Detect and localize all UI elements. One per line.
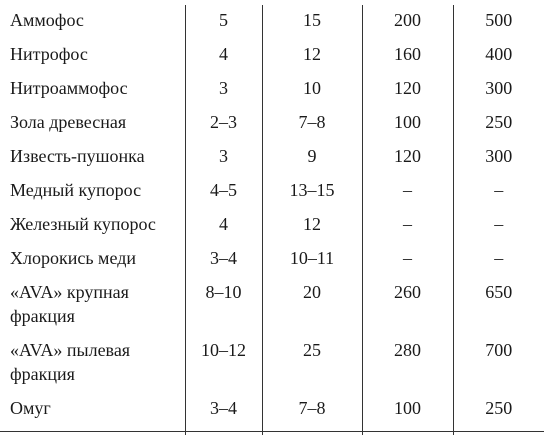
cell-value-1: 3–4 — [185, 393, 262, 435]
cell-value-3: – — [362, 209, 453, 243]
table-row — [0, 335, 544, 393]
cell-value-2: 7–8 — [262, 107, 362, 141]
cell-value-4: 250 — [485, 398, 513, 418]
cell-value-3: 100 — [362, 393, 453, 435]
cell-value-3: – — [362, 243, 453, 277]
table-row — [0, 393, 544, 435]
cell-value-3: 200 — [362, 5, 453, 39]
cell-value-2: 25 — [262, 335, 362, 393]
cell-value-2: 7–8 — [262, 393, 362, 435]
cell-value-3: 120 — [362, 141, 453, 175]
cell-value-2: 10–11 — [262, 243, 362, 277]
table-row — [0, 175, 544, 209]
cell-value-4: 300 — [485, 78, 513, 98]
table-bottom-rule — [0, 431, 544, 432]
row-name: Нитроаммофос — [0, 73, 185, 107]
cell-value-1: 4–5 — [185, 175, 262, 209]
cell-value-3: – — [362, 175, 453, 209]
row-name: Зола древесная — [0, 107, 185, 141]
row-name: Аммофос — [0, 5, 185, 39]
cell-value-4: 700 — [485, 340, 513, 360]
row-name: «AVA» пылевая фракция — [0, 335, 185, 393]
row-name: Медный купорос — [0, 175, 185, 209]
cell-value-2: 9 — [262, 141, 362, 175]
table-row — [0, 39, 544, 73]
table-row — [0, 209, 544, 243]
table-row — [0, 107, 544, 141]
cell-value-2: 20 — [262, 277, 362, 335]
table-row — [0, 277, 544, 335]
cell-value-4: – — [494, 248, 504, 268]
cell-value-4: – — [494, 180, 504, 200]
cell-value-1: 5 — [185, 5, 262, 39]
row-name: Известь-пушонка — [0, 141, 185, 175]
row-name: Нитрофос — [0, 39, 185, 73]
cell-value-1: 3 — [185, 141, 262, 175]
row-name: Омуг — [0, 393, 185, 435]
cell-value-2: 12 — [262, 209, 362, 243]
cell-value-2: 12 — [262, 39, 362, 73]
table-row — [0, 141, 544, 175]
cell-value-1: 3–4 — [185, 243, 262, 277]
row-name: Хлорокись меди — [0, 243, 185, 277]
cell-value-4: – — [494, 214, 504, 234]
cell-value-4: 500 — [485, 10, 513, 30]
cell-value-3: 160 — [362, 39, 453, 73]
cell-value-1: 4 — [185, 209, 262, 243]
cell-value-2: 15 — [262, 5, 362, 39]
cell-value-2: 10 — [262, 73, 362, 107]
cell-value-4: 650 — [485, 282, 513, 302]
cell-value-4: 400 — [485, 44, 513, 64]
cell-value-4: 250 — [485, 112, 513, 132]
row-name: «AVA» крупная фракция — [0, 277, 185, 335]
cell-value-1: 8–10 — [185, 277, 262, 335]
cell-value-1: 3 — [185, 73, 262, 107]
cell-value-2: 13–15 — [262, 175, 362, 209]
cell-value-4: 300 — [485, 146, 513, 166]
cell-value-1: 2–3 — [185, 107, 262, 141]
cell-value-1: 10–12 — [185, 335, 262, 393]
cell-value-3: 100 — [362, 107, 453, 141]
table-row — [0, 243, 544, 277]
table-row — [0, 5, 544, 39]
cell-value-1: 4 — [185, 39, 262, 73]
cell-value-3: 260 — [362, 277, 453, 335]
fertilizer-table — [0, 5, 544, 435]
cell-value-3: 280 — [362, 335, 453, 393]
row-name: Железный купорос — [0, 209, 185, 243]
cell-value-3: 120 — [362, 73, 453, 107]
table-row — [0, 73, 544, 107]
